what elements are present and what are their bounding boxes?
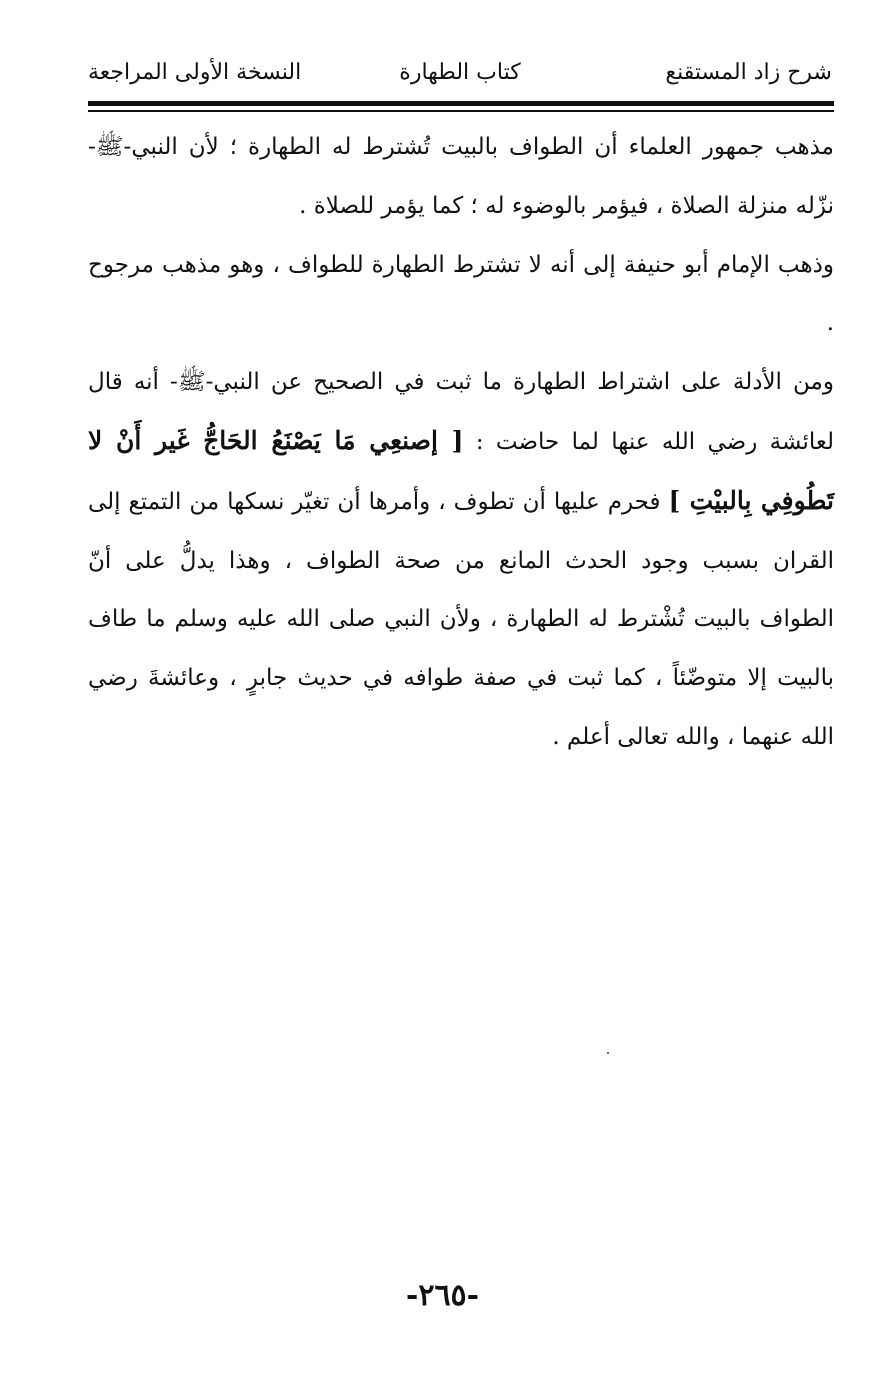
paragraph-hanafi-view: وذهب الإمام أبو حنيفة إلى أنه لا تشترط الطهارة للطواف ، وهو مذهب مرجوح . [88, 251, 834, 337]
running-header [88, 56, 832, 96]
header-edition-note: النسخة الأولى المراجعة [88, 60, 302, 85]
hadith-quote: [ إصنعِي مَا يَصْنَعُ الحَاجُّ غَير أَنْ لا تَطُوفِي بِالبيْتِ ] [88, 425, 834, 515]
header-book-title: شرح زاد المستقنع [665, 60, 832, 85]
header-rule-thin [88, 110, 834, 112]
stray-dot [607, 1052, 609, 1054]
body-text [88, 118, 834, 767]
paragraph-majority-view: مذهب جمهور العلماء أن الطواف بالبيت تُشترط له الطهارة ؛ لأن النبي-ﷺ- نزّله منزلة الصلاة ، فيؤمر بالوضوء له ؛ كما يؤمر للصلاة . [88, 134, 834, 219]
paragraph-evidence [88, 353, 834, 767]
header-chapter-title: كتاب الطهارة [399, 60, 521, 85]
header-rule-thick [88, 101, 834, 106]
page-number: -٢٦٥- [405, 1278, 480, 1313]
evidence-explanation: فحرم عليها أن تطوف ، وأمرها أن تغيّر نسكها من التمتع إلى القران بسبب وجود الحدث المانع من صحة الطواف ، وهذا يدلُّ على أنّ الطواف بالبيت تُشْترط له الطهارة ، ولأن النبي صلى الله عليه وسلم ما طاف بالبيت إلا متوضّئاً ، كما ثبت في صفة طوافه في حديث جابرٍ ، وعائشةَ رضي الله عنهما ، والله تعالى أعلم . [88, 488, 834, 750]
evidence-intro: ومن الأدلة على اشتراط الطهارة ما ثبت في الصحيح عن النبي-ﷺ- أنه قال لعائشة رضي الله عنها لما حاضت : [88, 369, 835, 455]
